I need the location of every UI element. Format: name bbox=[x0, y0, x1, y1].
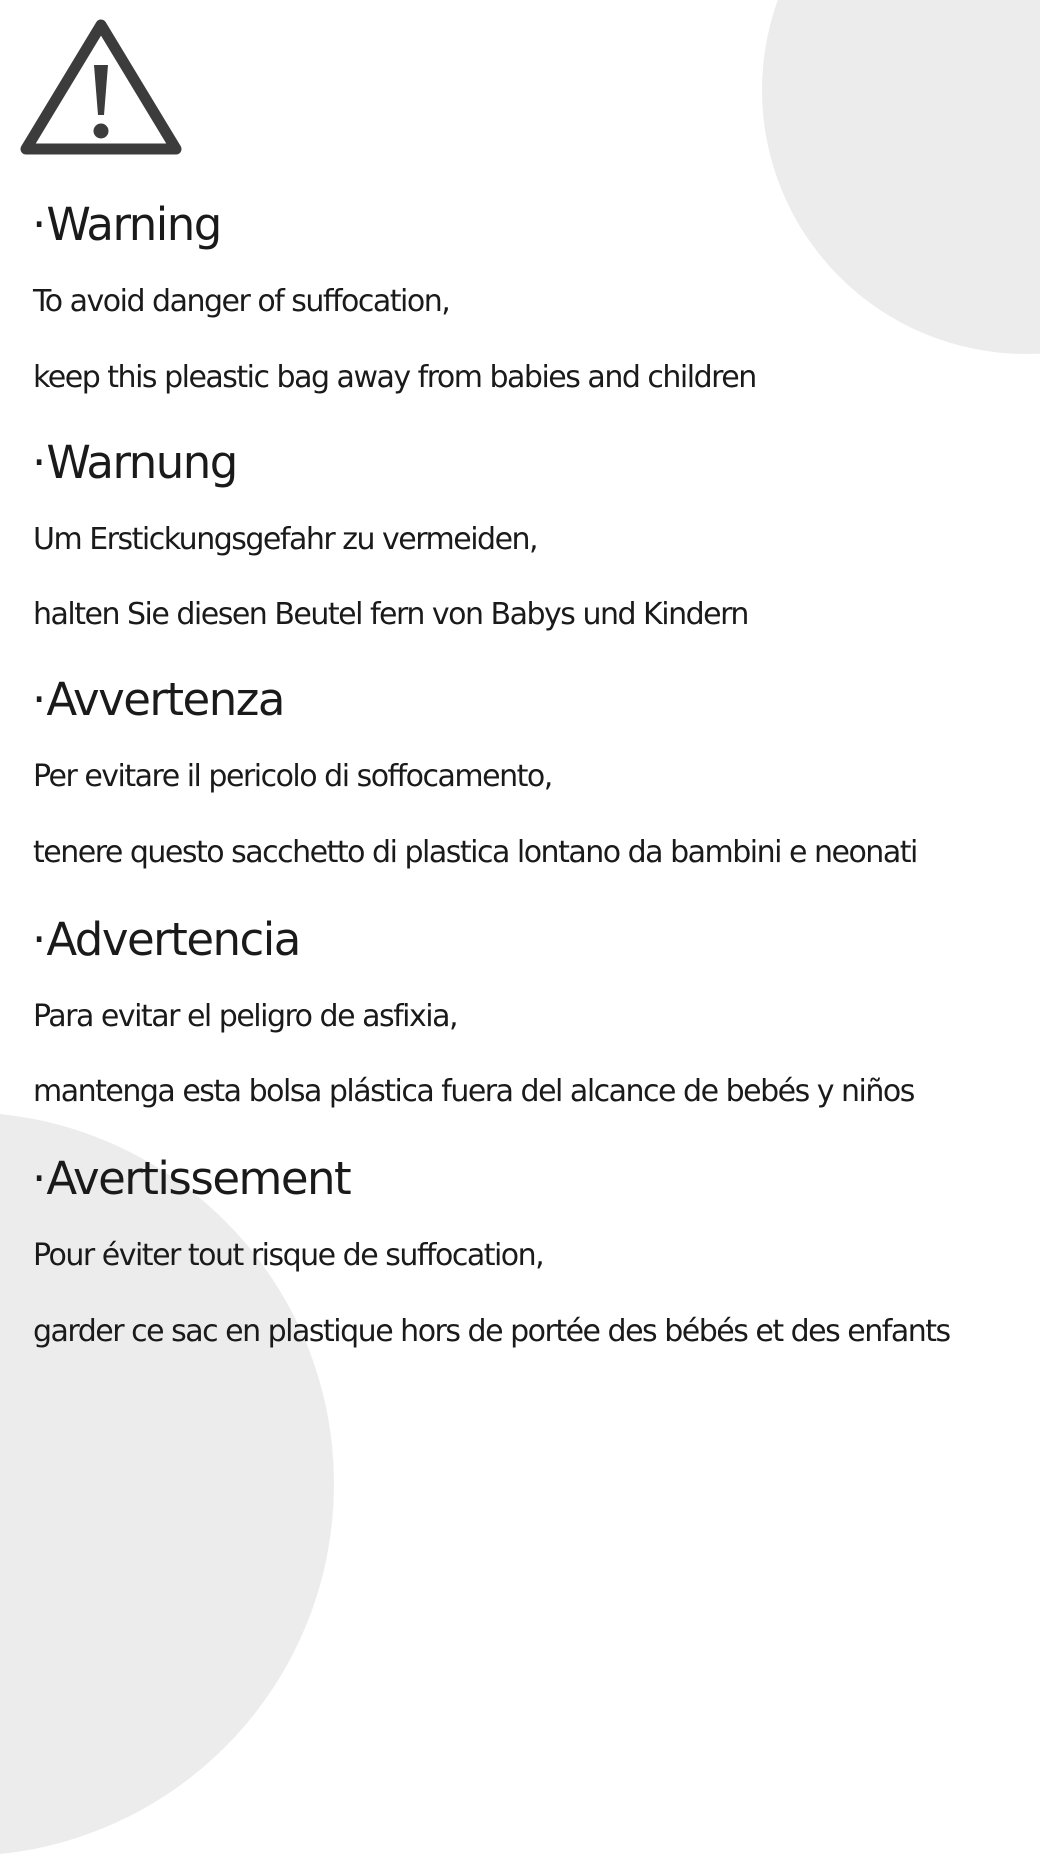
background-circle-top bbox=[762, 0, 1040, 354]
section-heading-italian: ·Avvertenza bbox=[32, 673, 284, 726]
section-line2-spanish: mantenga esta bolsa plástica fuera del alcance de bebés y niños bbox=[33, 1074, 914, 1109]
section-line1-spanish: Para evitar el peligro de asfixia, bbox=[33, 999, 458, 1034]
section-heading-german: ·Warnung bbox=[32, 436, 237, 489]
section-line1-italian: Per evitare il pericolo di soffocamento, bbox=[33, 759, 552, 794]
section-line1-french: Pour éviter tout risque de suffocation, bbox=[33, 1238, 544, 1273]
section-heading-french: ·Avertissement bbox=[32, 1152, 351, 1205]
section-line1-english: To avoid danger of suffocation, bbox=[33, 284, 450, 319]
section-line2-french: garder ce sac en plastique hors de portée des bébés et des enfants bbox=[33, 1314, 950, 1349]
section-line1-german: Um Erstickungsgefahr zu vermeiden, bbox=[33, 522, 538, 557]
section-line2-italian: tenere questo sacchetto di plastica lontano da bambini e neonati bbox=[33, 835, 917, 870]
section-heading-spanish: ·Advertencia bbox=[32, 913, 300, 966]
section-line2-german: halten Sie diesen Beutel fern von Babys und Kindern bbox=[33, 597, 748, 632]
section-line2-english: keep this pleastic bag away from babies and children bbox=[33, 360, 756, 395]
warning-triangle-icon bbox=[18, 15, 184, 161]
background-circle-bottom bbox=[0, 1112, 334, 1856]
section-heading-english: ·Warning bbox=[32, 198, 221, 251]
